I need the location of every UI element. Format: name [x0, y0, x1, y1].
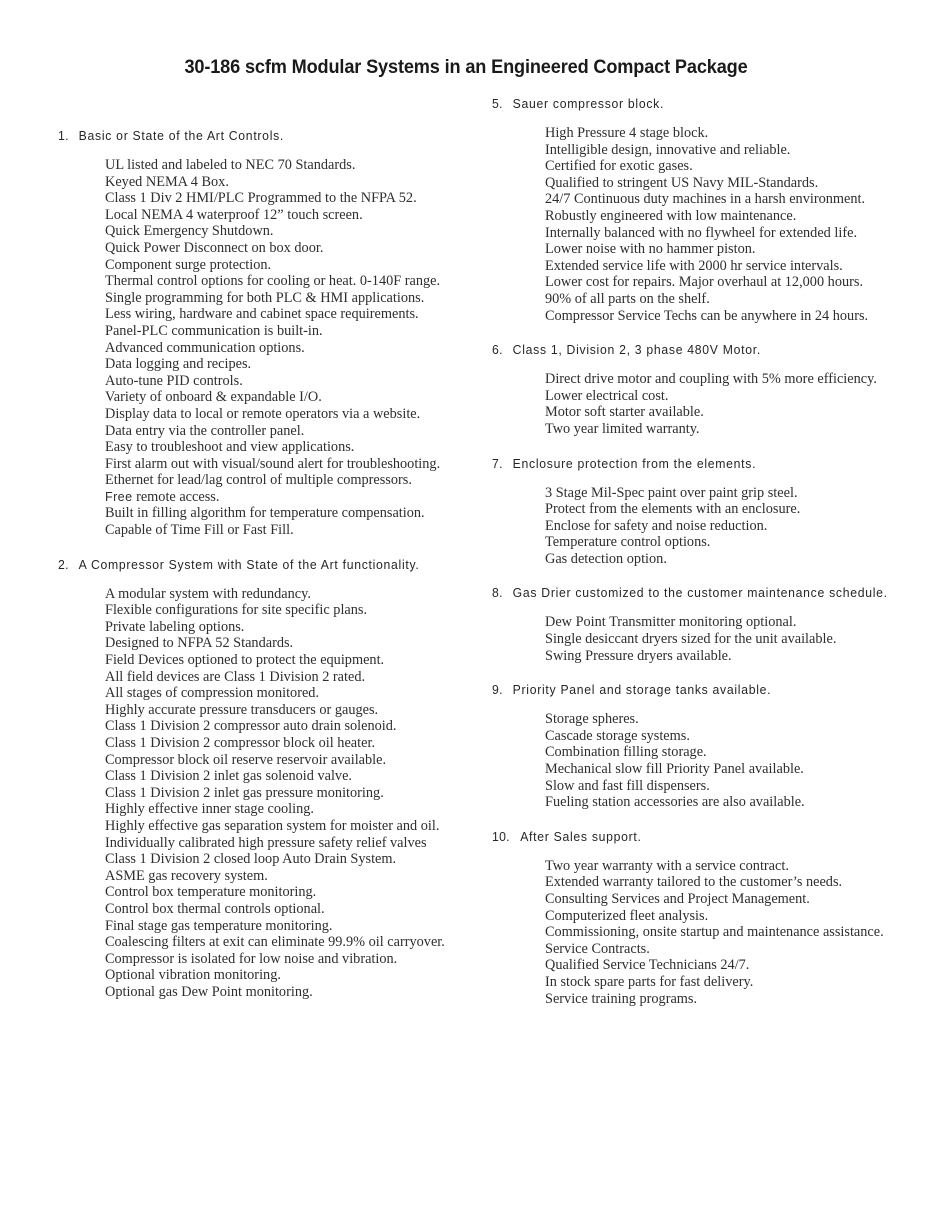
- feature-item: 24/7 Continuous duty machines in a harsh environment.: [545, 191, 866, 208]
- feature-item: Final stage gas temperature monitoring.: [105, 917, 333, 934]
- section-heading: [492, 682, 877, 697]
- section-title: Gas Drier customized to the customer maintenance schedule.: [512, 585, 888, 601]
- feature-list: [545, 858, 902, 1007]
- feature-item: Data entry via the controller panel.: [105, 422, 305, 439]
- section-heading: [58, 557, 434, 572]
- feature-item: Robustly engineered with low maintenance.: [545, 207, 797, 224]
- feature-item: Free remote access.: [105, 488, 220, 505]
- feature-item: Dew Point Transmitter monitoring optional.: [545, 614, 797, 631]
- feature-item: Gas detection option.: [545, 550, 667, 567]
- feature-item: Lower noise with no hammer piston.: [545, 241, 756, 258]
- feature-item: Class 1 Division 2 compressor block oil heater.: [105, 735, 376, 751]
- section-number: 6.: [492, 342, 503, 358]
- feature-item: Storage spheres.: [545, 711, 639, 728]
- feature-item: Protect from the elements with an enclosure.: [545, 501, 801, 518]
- section-title: Priority Panel and storage tanks available.: [512, 682, 772, 698]
- feature-item: Consulting Services and Project Management.: [545, 891, 810, 907]
- section-title: Sauer compressor block.: [512, 96, 665, 111]
- feature-item: Built in filling algorithm for temperature compensation.: [105, 505, 425, 522]
- feature-list: [545, 485, 902, 568]
- section-number: 5.: [492, 96, 503, 111]
- feature-item: Class 1 Div 2 HMI/PLC Programmed to the NFPA 52.: [105, 190, 417, 207]
- feature-item: Intelligible design, innovative and reliable.: [545, 141, 791, 158]
- feature-item: High Pressure 4 stage block.: [545, 125, 709, 141]
- section-title: A Compressor System with State of the Art functionality.: [78, 556, 420, 572]
- feature-item: Panel-PLC communication is built-in.: [105, 322, 323, 339]
- feature-item: Two year warranty with a service contract.: [545, 857, 789, 874]
- feature-item: Control box thermal controls optional.: [105, 900, 325, 917]
- feature-item: Compressor is isolated for low noise and vibration.: [105, 950, 398, 967]
- section-title: Enclosure protection from the elements.: [512, 455, 757, 471]
- feature-item: Slow and fast fill dispensers.: [545, 777, 710, 794]
- section-heading: [58, 128, 434, 143]
- feature-item: 3 Stage Mil-Spec paint over paint grip steel.: [545, 484, 798, 501]
- section-number: 9.: [492, 682, 503, 698]
- feature-item: Mechanical slow fill Priority Panel available.: [545, 761, 804, 778]
- feature-item: Keyed NEMA 4 Box.: [105, 173, 229, 190]
- feature-item: Quick Power Disconnect on box door.: [105, 239, 324, 256]
- feature-item: Qualified Service Technicians 24/7.: [545, 957, 750, 974]
- feature-item: Service training programs.: [545, 990, 698, 1007]
- feature-list: [105, 157, 458, 539]
- left-column: [58, 128, 458, 1001]
- section-number: 1.: [58, 128, 69, 143]
- feature-item: First alarm out with visual/sound alert for troubleshooting.: [105, 455, 441, 472]
- feature-item: Highly effective inner stage cooling.: [105, 801, 314, 818]
- feature-item: Capable of Time Fill or Fast Fill.: [105, 522, 294, 539]
- feature-list: [545, 371, 902, 437]
- feature-item: Lower electrical cost.: [545, 387, 669, 404]
- section-gas-drier-customized-to-the-customer-mai: [492, 585, 902, 664]
- section-heading: [492, 585, 888, 601]
- feature-list: [105, 586, 458, 1001]
- feature-item: Component surge protection.: [105, 256, 272, 273]
- feature-item: Coalescing filters at exit can eliminate 99.9% oil carryover.: [105, 934, 445, 951]
- feature-item: Service Contracts.: [545, 940, 650, 957]
- section-title: Class 1, Division 2, 3 phase 480V Motor.: [512, 342, 761, 358]
- feature-item: Optional gas Dew Point monitoring.: [105, 983, 313, 1000]
- feature-item: Auto-tune PID controls.: [105, 372, 243, 389]
- feature-item: Cascade storage systems.: [545, 727, 690, 744]
- feature-item: All field devices are Class 1 Division 2 rated.: [105, 668, 366, 685]
- feature-item: Two year limited warranty.: [545, 420, 700, 437]
- feature-list: [545, 125, 902, 324]
- feature-item: Qualified to stringent US Navy MIL-Standards.: [545, 174, 819, 191]
- feature-item: Class 1 Division 2 inlet gas pressure monitoring.: [105, 784, 384, 801]
- feature-item: Computerized fleet analysis.: [545, 907, 709, 924]
- page-title: 30-186 scfm Modular Systems in an Engineered Compact Package: [184, 56, 748, 78]
- section-priority-panel-and-storage-tanks-availab: [492, 682, 902, 811]
- section-after-sales-support: [492, 829, 902, 1007]
- feature-item: Less wiring, hardware and cabinet space requirements.: [105, 306, 419, 323]
- section-number: 7.: [492, 455, 503, 471]
- section-heading: [492, 342, 877, 357]
- feature-item: Ethernet for lead/lag control of multiple compressors.: [105, 472, 412, 489]
- section-heading: [492, 96, 877, 111]
- feature-item: 90% of all parts on the shelf.: [545, 290, 710, 307]
- feature-item: UL listed and labeled to NEC 70 Standards.: [105, 157, 356, 173]
- section-basic-or-state-of-the-art-controls: [58, 128, 458, 539]
- feature-item: Fueling station accessories are also available.: [545, 794, 805, 811]
- feature-item: Highly effective gas separation system for moister and oil.: [105, 817, 440, 834]
- feature-item: Easy to troubleshoot and view applications.: [105, 439, 355, 456]
- feature-item: Commissioning, onsite startup and maintenance assistance.: [545, 924, 884, 941]
- feature-item: Compressor block oil reserve reservoir available.: [105, 751, 387, 768]
- feature-item: Internally balanced with no flywheel for extended life.: [545, 224, 858, 241]
- feature-item: Data logging and recipes.: [105, 356, 252, 373]
- section-title: After Sales support.: [520, 828, 642, 844]
- feature-item: Display data to local or remote operators via a website.: [105, 405, 421, 422]
- feature-item: Lower cost for repairs. Major overhaul at 12,000 hours.: [545, 274, 864, 291]
- section-heading: [492, 829, 877, 844]
- section-number: 2.: [58, 556, 69, 572]
- feature-item: Compressor Service Techs can be anywhere in 24 hours.: [545, 307, 869, 324]
- section-sauer-compressor-block: [492, 96, 902, 324]
- right-column: [492, 96, 902, 1007]
- feature-item: Swing Pressure dryers available.: [545, 647, 732, 664]
- feature-item: Single programming for both PLC & HMI applications.: [105, 289, 425, 306]
- section-heading: [492, 456, 877, 471]
- feature-item: Variety of onboard & expandable I/O.: [105, 389, 322, 406]
- section-title: Basic or State of the Art Controls.: [78, 128, 285, 143]
- feature-item: Motor soft starter available.: [545, 404, 704, 421]
- feature-item: Field Devices optioned to protect the equipment.: [105, 652, 385, 669]
- feature-item: Highly accurate pressure transducers or gauges.: [105, 701, 379, 718]
- feature-list: [545, 711, 902, 811]
- feature-item: Extended service life with 2000 hr service intervals.: [545, 257, 843, 274]
- feature-item: Optional vibration monitoring.: [105, 967, 281, 984]
- feature-item: Class 1 Division 2 closed loop Auto Drain System.: [105, 851, 397, 868]
- feature-item: Temperature control options.: [545, 534, 711, 551]
- section-number: 8.: [492, 585, 503, 601]
- feature-item: Class 1 Division 2 inlet gas solenoid valve.: [105, 768, 352, 785]
- feature-item: Advanced communication options.: [105, 339, 305, 356]
- section-a-compressor-system-with-state-of-the-ar: [58, 557, 458, 1001]
- feature-list: [545, 614, 902, 664]
- feature-item: Thermal control options for cooling or heat. 0-140F range.: [105, 273, 441, 290]
- feature-item: In stock spare parts for fast delivery.: [545, 973, 754, 990]
- feature-item: All stages of compression monitored.: [105, 685, 320, 702]
- feature-item: Single desiccant dryers sized for the unit available.: [545, 631, 837, 648]
- section-enclosure-protection-from-the-elements: [492, 456, 902, 568]
- feature-item: Enclose for safety and noise reduction.: [545, 517, 768, 534]
- feature-item: Combination filling storage.: [545, 744, 707, 761]
- feature-item: Certified for exotic gases.: [545, 158, 693, 175]
- section-class-1-division-2-3-phase-480v-motor: [492, 342, 902, 437]
- feature-item: Flexible configurations for site specific plans.: [105, 602, 368, 619]
- feature-item: ASME gas recovery system.: [105, 867, 268, 884]
- feature-item: Individually calibrated high pressure safety relief valves: [105, 834, 427, 851]
- feature-item: Class 1 Division 2 compressor auto drain solenoid.: [105, 718, 397, 735]
- feature-item: Private labeling options.: [105, 618, 245, 635]
- feature-item: Quick Emergency Shutdown.: [105, 223, 274, 240]
- feature-item: Extended warranty tailored to the customer’s needs.: [545, 874, 843, 891]
- section-number: 10.: [492, 828, 510, 844]
- feature-item: Direct drive motor and coupling with 5% more efficiency.: [545, 371, 877, 388]
- feature-item: Local NEMA 4 waterproof 12” touch screen.: [105, 206, 363, 223]
- feature-item: Control box temperature monitoring.: [105, 884, 317, 901]
- emphasis-word: Free: [105, 489, 133, 504]
- feature-item: A modular system with redundancy.: [105, 585, 311, 602]
- feature-item: Designed to NFPA 52 Standards.: [105, 635, 294, 652]
